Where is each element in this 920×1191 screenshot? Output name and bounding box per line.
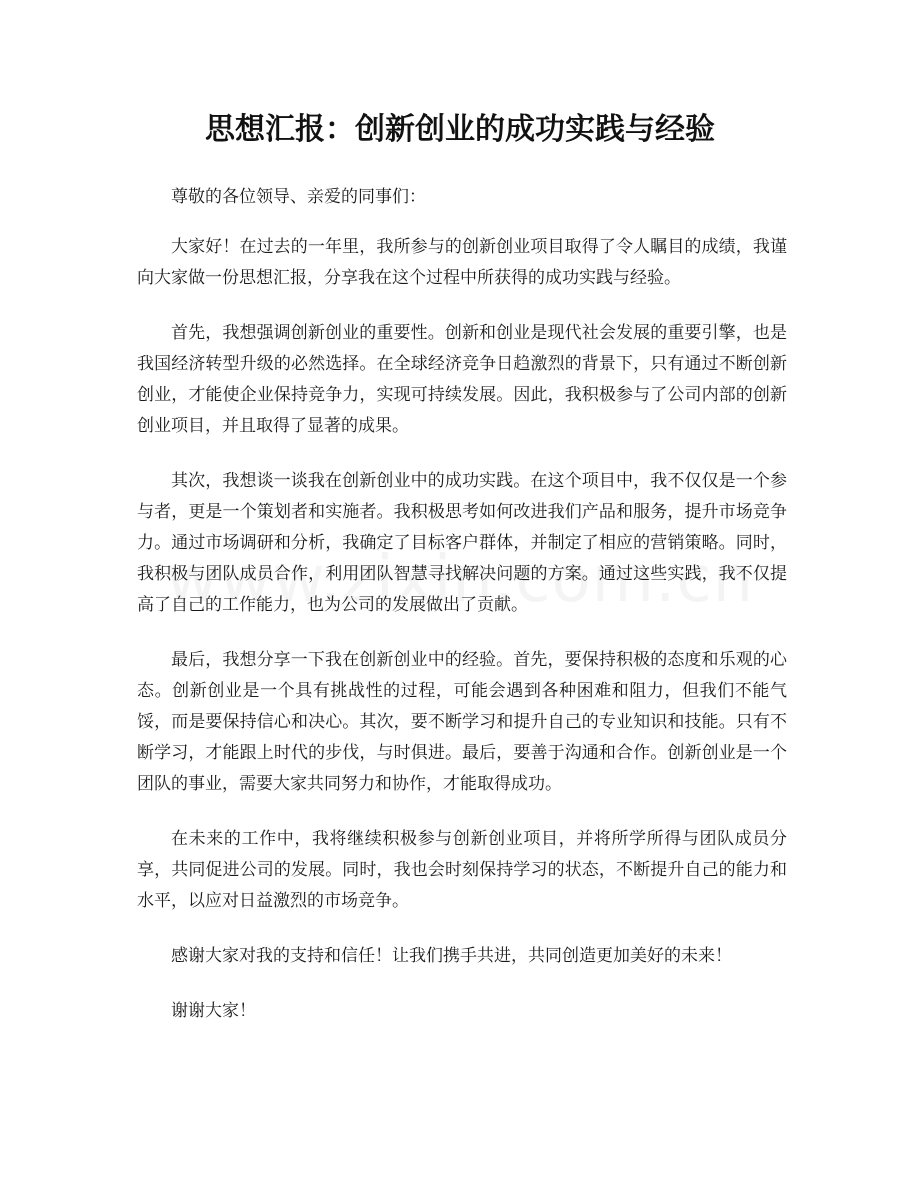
paragraph-practice: 其次，我想谈一谈我在创新创业中的成功实践。在这个项目中，我不仅仅是一个参与者，更是一个策划者和实施者。我积极思考如何改进我们产品和服务，提升市场竞争力。通过市场调研和分析，我确定了目标客户群体，并制定了相应的营销策略。同时，我积极与团队成员合作，利用团队智慧寻找解决问题的方案。通过这些实践，我不仅提高了自己的工作能力，也为公司的发展做出了贡献。	[137, 471, 787, 615]
paragraph-intro: 大家好！在过去的一年里，我所参与的创新创业项目取得了令人瞩目的成绩，我谨向大家做一份思想汇报，分享我在这个过程中所获得的成功实践与经验。	[137, 237, 787, 288]
document-body	[137, 182, 787, 1051]
paragraph-experience: 最后，我想分享一下我在创新创业中的经验。首先，要保持积极的态度和乐观的心态。创新创业是一个具有挑战性的过程，可能会遇到各种困难和阻力，但我们不能气馁，而是要保持信心和决心。其次，要不断学习和提升自己的专业知识和技能。只有不断学习，才能跟上时代的步伐，与时俱进。最后，要善于沟通和合作。创新创业是一个团队的事业，需要大家共同努力和协作，才能取得成功。	[137, 650, 787, 794]
paragraph-closing: 谢谢大家！	[171, 1001, 256, 1021]
paragraph-thanks: 感谢大家对我的支持和信任！让我们携手共进，共同创造更加美好的未来！	[171, 946, 732, 966]
greeting: 尊敬的各位领导、亲爱的同事们：	[171, 187, 426, 207]
paragraph-future: 在未来的工作中，我将继续积极参与创新创业项目，并将所学所得与团队成员分享，共同促进公司的发展。同时，我也会时刻保持学习的状态，不断提升自己的能力和水平，以应对日益激烈的市场竞争。	[137, 829, 787, 911]
paragraph-importance: 首先，我想强调创新创业的重要性。创新和创业是现代社会发展的重要引擎，也是我国经济转型升级的必然选择。在全球经济竞争日趋激烈的背景下，只有通过不断创新创业，才能使企业保持竞争力，实现可持续发展。因此，我积极参与了公司内部的创新创业项目，并且取得了显著的成果。	[137, 323, 787, 436]
document-title: 思想汇报：创新创业的成功实践与经验	[205, 112, 715, 147]
